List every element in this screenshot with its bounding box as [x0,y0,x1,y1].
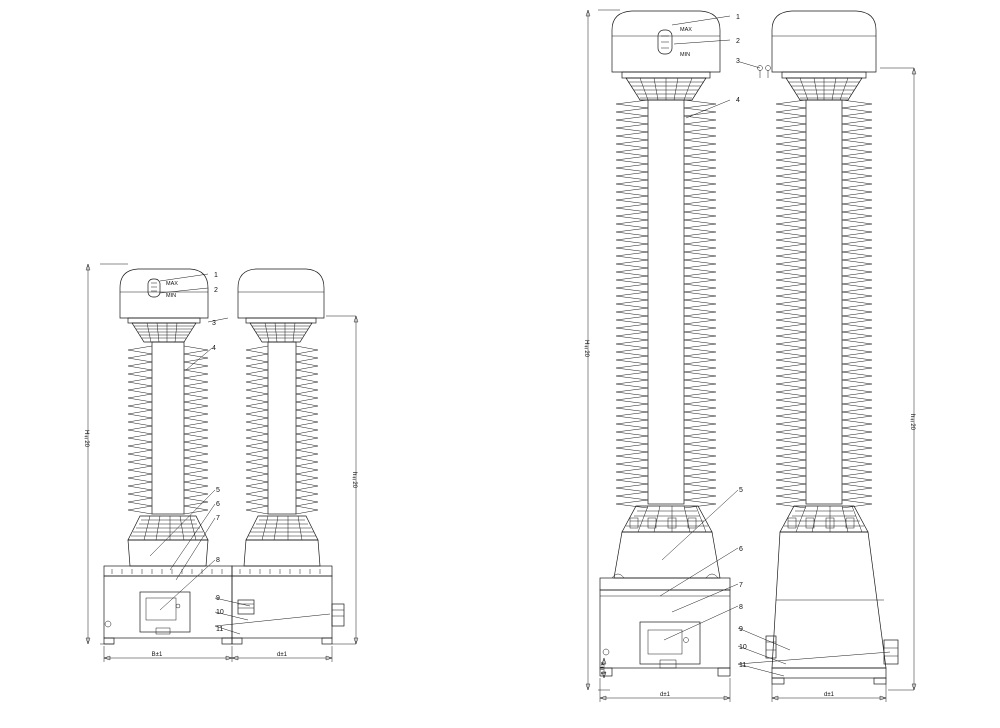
callout-5: 5 [216,487,220,494]
callout-7: 7 [739,582,743,589]
dim-left-height-side: h±20 [351,472,357,489]
left-side-lower-cone [246,516,318,540]
dim-left-width-side: d±1 [277,652,287,658]
svg-text:MAX: MAX [166,281,178,287]
svg-text:MAX: MAX [680,27,692,33]
svg-text:MIN: MIN [166,293,177,299]
right-side-unit [766,11,898,684]
right-side-upper-cone [786,78,862,100]
left-side-unit [232,269,344,644]
callout-1: 1 [736,14,740,21]
callout-3: 3 [736,58,740,65]
right-front-unit [600,11,771,676]
callout-8: 8 [216,557,220,564]
dim-left-height: H±20 [83,430,89,448]
left-dimension-lines [83,264,358,662]
left-side-insulator-sheds [246,346,318,514]
right-callout-numbers [736,14,747,669]
callout-2: 2 [736,38,740,45]
right-assembly-view [583,10,916,702]
callout-10: 10 [739,644,747,651]
callout-8: 8 [739,604,743,611]
right-side-insulator-sheds [776,100,872,508]
dim-right-height-side: h±20 [909,414,915,431]
callout-9: 9 [216,595,220,602]
callout-9: 9 [739,626,743,633]
left-side-base-bolts [240,569,320,574]
dim-right-width-side: d±1 [824,692,834,698]
callout-7: 7 [216,515,220,522]
right-front-insulator-sheds [616,100,716,508]
dim-right-base-height: a±1 [599,662,605,675]
left-callout-leaders [150,274,330,634]
callout-4: 4 [736,97,740,104]
left-side-upper-cone [250,323,312,342]
left-front-insulator-sheds [128,346,208,514]
callout-11: 11 [216,626,224,633]
left-front-lower-cone [128,516,208,540]
callout-3: 3 [212,320,216,327]
left-front-base-bolts [112,569,222,574]
callout-10: 10 [216,609,224,616]
dim-right-width: d±1 [660,692,670,698]
dim-left-width: B±1 [151,652,163,658]
callout-4: 4 [212,345,216,352]
left-assembly-view [83,264,358,662]
callout-6: 6 [739,546,743,553]
callout-1: 1 [214,272,218,279]
callout-2: 2 [214,287,218,294]
left-callout-numbers [212,272,224,633]
callout-5: 5 [739,487,743,494]
dim-right-height: H±20 [583,340,589,358]
svg-text:MIN: MIN [680,52,691,58]
right-front-upper-cone [626,78,706,100]
right-dimension-lines [583,10,916,702]
callout-6: 6 [216,501,220,508]
callout-11: 11 [739,662,747,669]
left-front-upper-cone [132,323,196,342]
